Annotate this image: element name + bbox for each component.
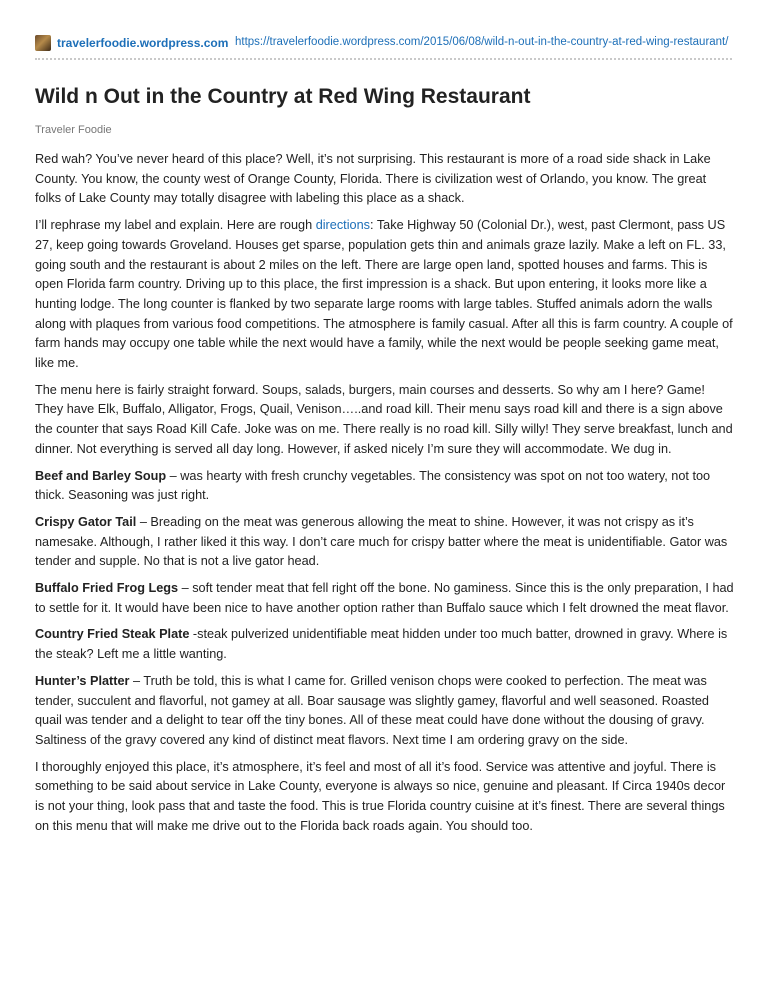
paragraph-closing: I thoroughly enjoyed this place, it’s atmosphere, it’s feel and most of all it’s food. Service was attentive and joyful. There is something to be said about service in Lake County, everyone is always so nice, genuine and pleasant. If Circa 1940s decor is not your thing, look pass that and taste the food. This is true Florida country cuisine at it’s finest. There are several things on this menu that will make me drive out to the Florida back roads again. You should too. [35, 759, 726, 833]
dish-text: – soft tender meat that fell right off the bone. No gaminess. Since this is the only preparation, I had to settle for it. It would have been nice to have another option rather than Buffalo sauce which I felt drowned the meat flavor. [35, 581, 734, 615]
dish-review [35, 579, 735, 618]
dish-name: Buffalo Fried Frog Legs [35, 581, 179, 596]
dish-review [35, 672, 735, 751]
dish-name: Crispy Gator Tail [35, 514, 137, 529]
dish-text: -steak pulverized unidentifiable meat hidden under too much batter, drowned in gravy. Where is the steak? Left me a little wanting. [35, 627, 728, 662]
dish-name: Hunter’s Platter [35, 673, 130, 688]
directions-link[interactable]: directions [315, 218, 370, 233]
dish-name: Beef and Barley Soup [35, 468, 167, 483]
header-divider [35, 58, 732, 60]
article-url-link[interactable]: https://travelerfoodie.wordpress.com/2015/06/08/wild-n-out-in-the-country-at-red-wing-restaurant/ [235, 36, 729, 48]
dish-text: – Breading on the meat was generous allowing the meat to shine. However, it was not crispy as it’s namesake. Although, I rather liked it this way. I don’t care much for crispy batter where the meat is unidentifiable. Gator was tender and supple. No that is not a live gator head. [35, 514, 728, 569]
paragraph-directions [35, 216, 735, 374]
paragraph-menu: The menu here is fairly straight forward. Soups, salads, burgers, main courses and desserts. So why am I here? Game! They have Elk, Buffalo, Alligator, Frogs, Quail, Venison…..and road kill. Their menu says road kill and there is a sign above the counter that says Road Kill Cafe. Joke was on me. There really is no road kill. Silly willy! They serve breakfast, lunch and dinner. Not everything is served all day long. However, if asked nicely I’m sure they will accommodate. We dug in. [35, 382, 733, 456]
site-name-link[interactable]: travelerfoodie.wordpress.com [57, 36, 229, 50]
article-title: Wild n Out in the Country at Red Wing Restaurant [35, 85, 531, 108]
dish-text: – Truth be told, this is what I came for. Grilled venison chops were cooked to perfection. The meat was tender, succulent and flavorful, not gamey at all. Boar sausage was slightly gamey, flavorful and well seasoned. Roasted quail was tender and a delight to tear off the tiny bones. All of these meat could have done without the dousing of gravy. Saltiness of the gravy covered any kind of distinct meat flavors. Next time I am ordering gravy on the side. [35, 673, 709, 747]
paragraph-directions-text-b: : Take Highway 50 (Colonial Dr.), west, past Clermont, pass US 27, keep going towards Groveland. Houses get sparse, population gets thin and animals graze lazily. Make a left on FL. 33, going south and the restaurant is about 2 miles on the left. There are large open land, spotted houses and farms. This is open Florida farm country. Driving up to this place, the first impression is a shack. But upon entering, it looks more like a hunting lodge. The long counter is flanked by two separate large rooms with large tables. Stuffed animals adorn the walls along with plaques from various food competitions. The atmosphere is family casual. After all this is farm country. A couple of farm hands may occupy one table while the next would have a family, while the next would be people seeking game meat, like me. [35, 218, 733, 371]
article-author: Traveler Foodie [35, 124, 112, 136]
site-avatar-icon [35, 35, 51, 51]
dish-name: Country Fried Steak Plate [35, 627, 190, 642]
dish-text: – was hearty with fresh crunchy vegetables. The consistency was spot on not too watery, not too thick. Seasoning was just right. [35, 468, 711, 503]
paragraph-directions-text-a: I’ll rephrase my label and explain. Here are rough [35, 218, 316, 233]
dish-review [35, 625, 735, 664]
paragraph-intro: Red wah? You’ve never heard of this place? Well, it’s not surprising. This restaurant is more of a road side shack in Lake County. You know, the county west of Orange County, Florida. There is civilization west of Orlando, you know. The great folks of Lake County may totally disagree with labeling this place as a shack. [35, 152, 711, 206]
dish-review [35, 513, 735, 572]
dish-review [35, 467, 735, 506]
page-header [35, 34, 735, 54]
article-body [35, 150, 735, 844]
